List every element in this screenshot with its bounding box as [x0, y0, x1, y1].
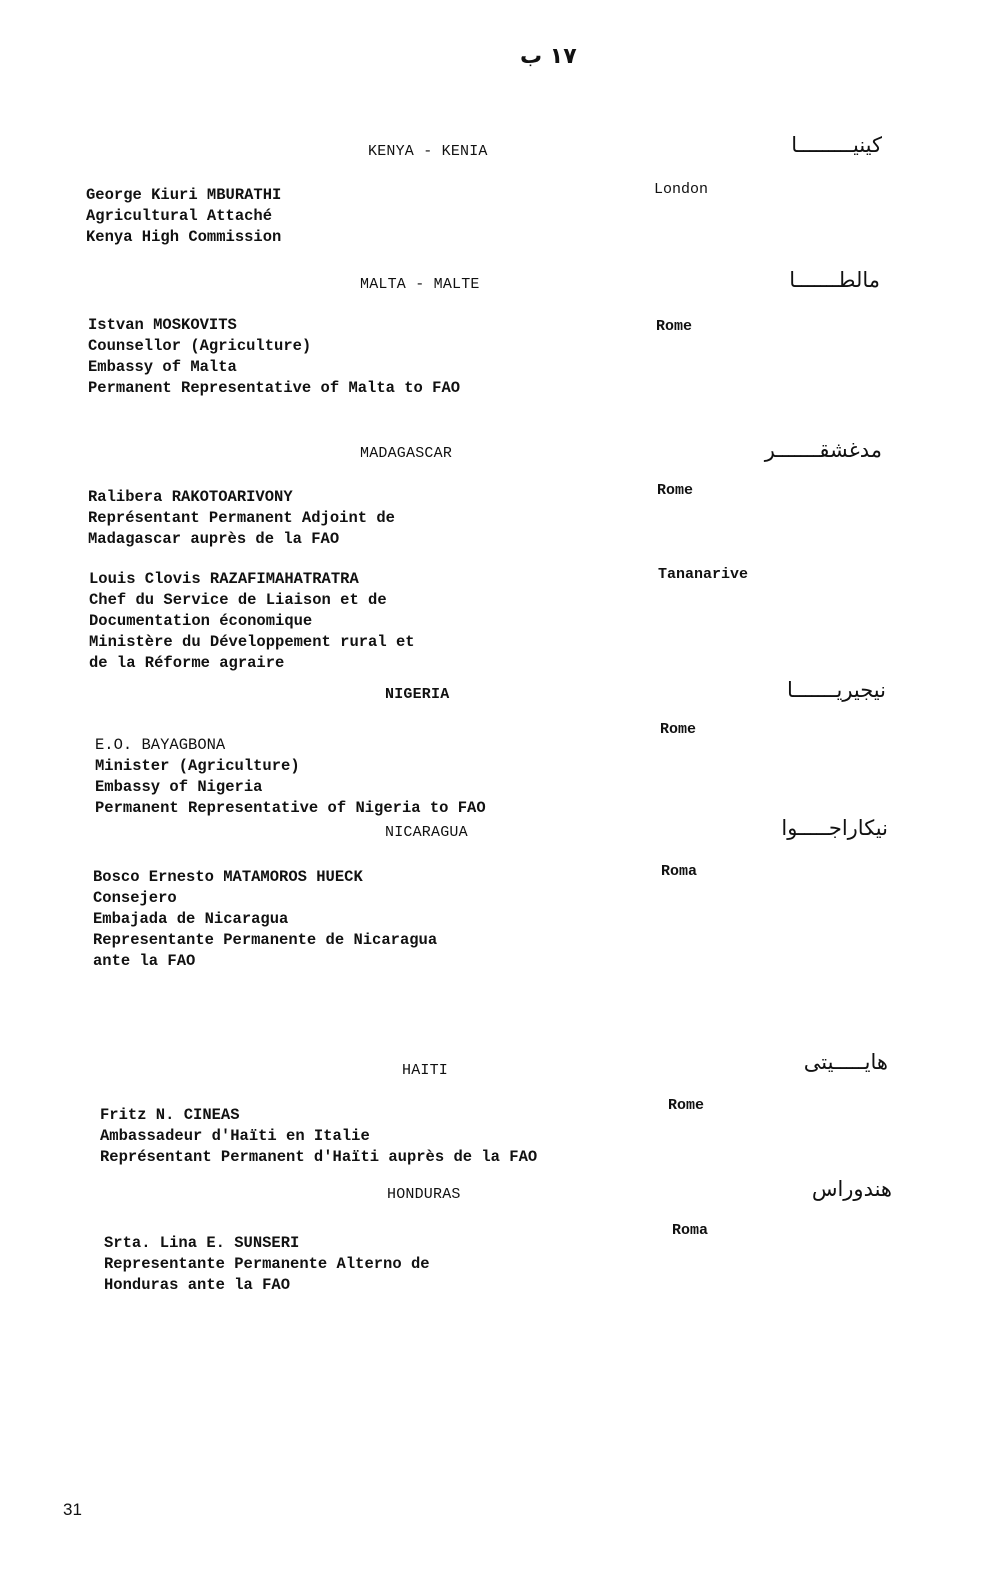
- delegate-organization: Honduras ante la FAO: [104, 1276, 291, 1294]
- delegate-city: Roma: [661, 863, 698, 880]
- delegate-title: Counsellor (Agriculture): [88, 337, 312, 355]
- delegate-name: Louis Clovis RAZAFIMAHATRATRA: [89, 570, 359, 588]
- delegate-representation-cont: ante la FAO: [93, 952, 196, 970]
- delegate-title: Représentant Permanent Adjoint de: [88, 509, 395, 527]
- delegate-organization: Embassy of Malta: [88, 358, 237, 376]
- delegate-city: Rome: [660, 721, 697, 738]
- delegate-city: Rome: [668, 1097, 705, 1114]
- delegate-representation: Permanent Representative of Nigeria to FAO: [95, 799, 486, 817]
- delegate-name: E.O. BAYAGBONA: [95, 736, 226, 754]
- delegate-name: Bosco Ernesto MATAMOROS HUECK: [93, 868, 363, 886]
- delegate-city: Tananarive: [658, 566, 749, 583]
- delegate-city: London: [654, 181, 709, 198]
- country-heading-nigeria: NIGERIA: [385, 686, 450, 703]
- country-heading-nicaragua: NICARAGUA: [385, 824, 468, 841]
- delegate-title-cont: Documentation économique: [89, 612, 313, 630]
- delegate-organization-cont: de la Réforme agraire: [89, 654, 285, 672]
- delegate-title: Ambassadeur d'Haïti en Italie: [100, 1127, 370, 1145]
- delegate-organization: Kenya High Commission: [86, 228, 282, 246]
- page-number: 31: [63, 1500, 82, 1519]
- delegate-entry: [93, 867, 437, 972]
- delegate-entry: [89, 569, 415, 674]
- arabic-country-name-haiti: هايـــــيتى: [803, 1050, 888, 1074]
- delegate-organization: Madagascar auprès de la FAO: [88, 530, 340, 548]
- delegate-name: Istvan MOSKOVITS: [88, 316, 237, 334]
- delegate-entry: [88, 487, 395, 550]
- delegate-representation: Permanent Representative of Malta to FAO: [88, 379, 461, 397]
- delegate-representation: Représentant Permanent d'Haïti auprès de la FAO: [100, 1148, 538, 1166]
- delegate-organization: Embassy of Nigeria: [95, 778, 263, 796]
- arabic-country-name-nigeria: نيجيريـــــــا: [787, 678, 886, 702]
- delegate-city: Rome: [656, 318, 693, 335]
- delegate-organization: Ministère du Développement rural et: [89, 633, 415, 651]
- country-heading-madagascar: MADAGASCAR: [360, 445, 453, 462]
- arabic-country-name-malta: مالطـــــــا: [789, 268, 880, 292]
- country-heading-kenya: KENYA - KENIA: [368, 143, 488, 160]
- delegate-name: Ralibera RAKOTOARIVONY: [88, 488, 293, 506]
- delegate-organization: Embajada de Nicaragua: [93, 910, 289, 928]
- delegate-name: Fritz N. CINEAS: [100, 1106, 240, 1124]
- delegate-city: Roma: [672, 1222, 709, 1239]
- delegate-name: Srta. Lina E. SUNSERI: [104, 1234, 300, 1252]
- delegate-title: Minister (Agriculture): [95, 757, 300, 775]
- arabic-country-name-nicaragua: نيكاراجـــــوا: [781, 816, 888, 840]
- delegate-entry: [95, 735, 486, 819]
- delegate-title: Agricultural Attaché: [86, 207, 273, 225]
- country-heading-honduras: HONDURAS: [387, 1186, 461, 1203]
- arabic-country-name-madagascar: مدغشقـــــــر: [764, 438, 882, 462]
- delegate-entry: [100, 1105, 537, 1168]
- delegate-entry: [88, 315, 460, 399]
- delegate-city: Rome: [657, 482, 694, 499]
- delegate-title: Consejero: [93, 889, 177, 907]
- arabic-country-name-honduras: هندوراس: [811, 1177, 892, 1201]
- country-heading-haiti: HAITI: [402, 1062, 449, 1079]
- arabic-country-name-kenya: كينيـــــــــا: [791, 133, 882, 157]
- arabic-page-reference: ١٧ ب: [520, 44, 577, 69]
- country-heading-malta: MALTA - MALTE: [360, 276, 480, 293]
- delegate-entry: [104, 1233, 430, 1296]
- delegate-title: Representante Permanente Alterno de: [104, 1255, 430, 1273]
- delegate-title: Chef du Service de Liaison et de: [89, 591, 387, 609]
- delegate-representation: Representante Permanente de Nicaragua: [93, 931, 438, 949]
- delegate-name: George Kiuri MBURATHI: [86, 186, 282, 204]
- delegate-entry: [86, 185, 281, 248]
